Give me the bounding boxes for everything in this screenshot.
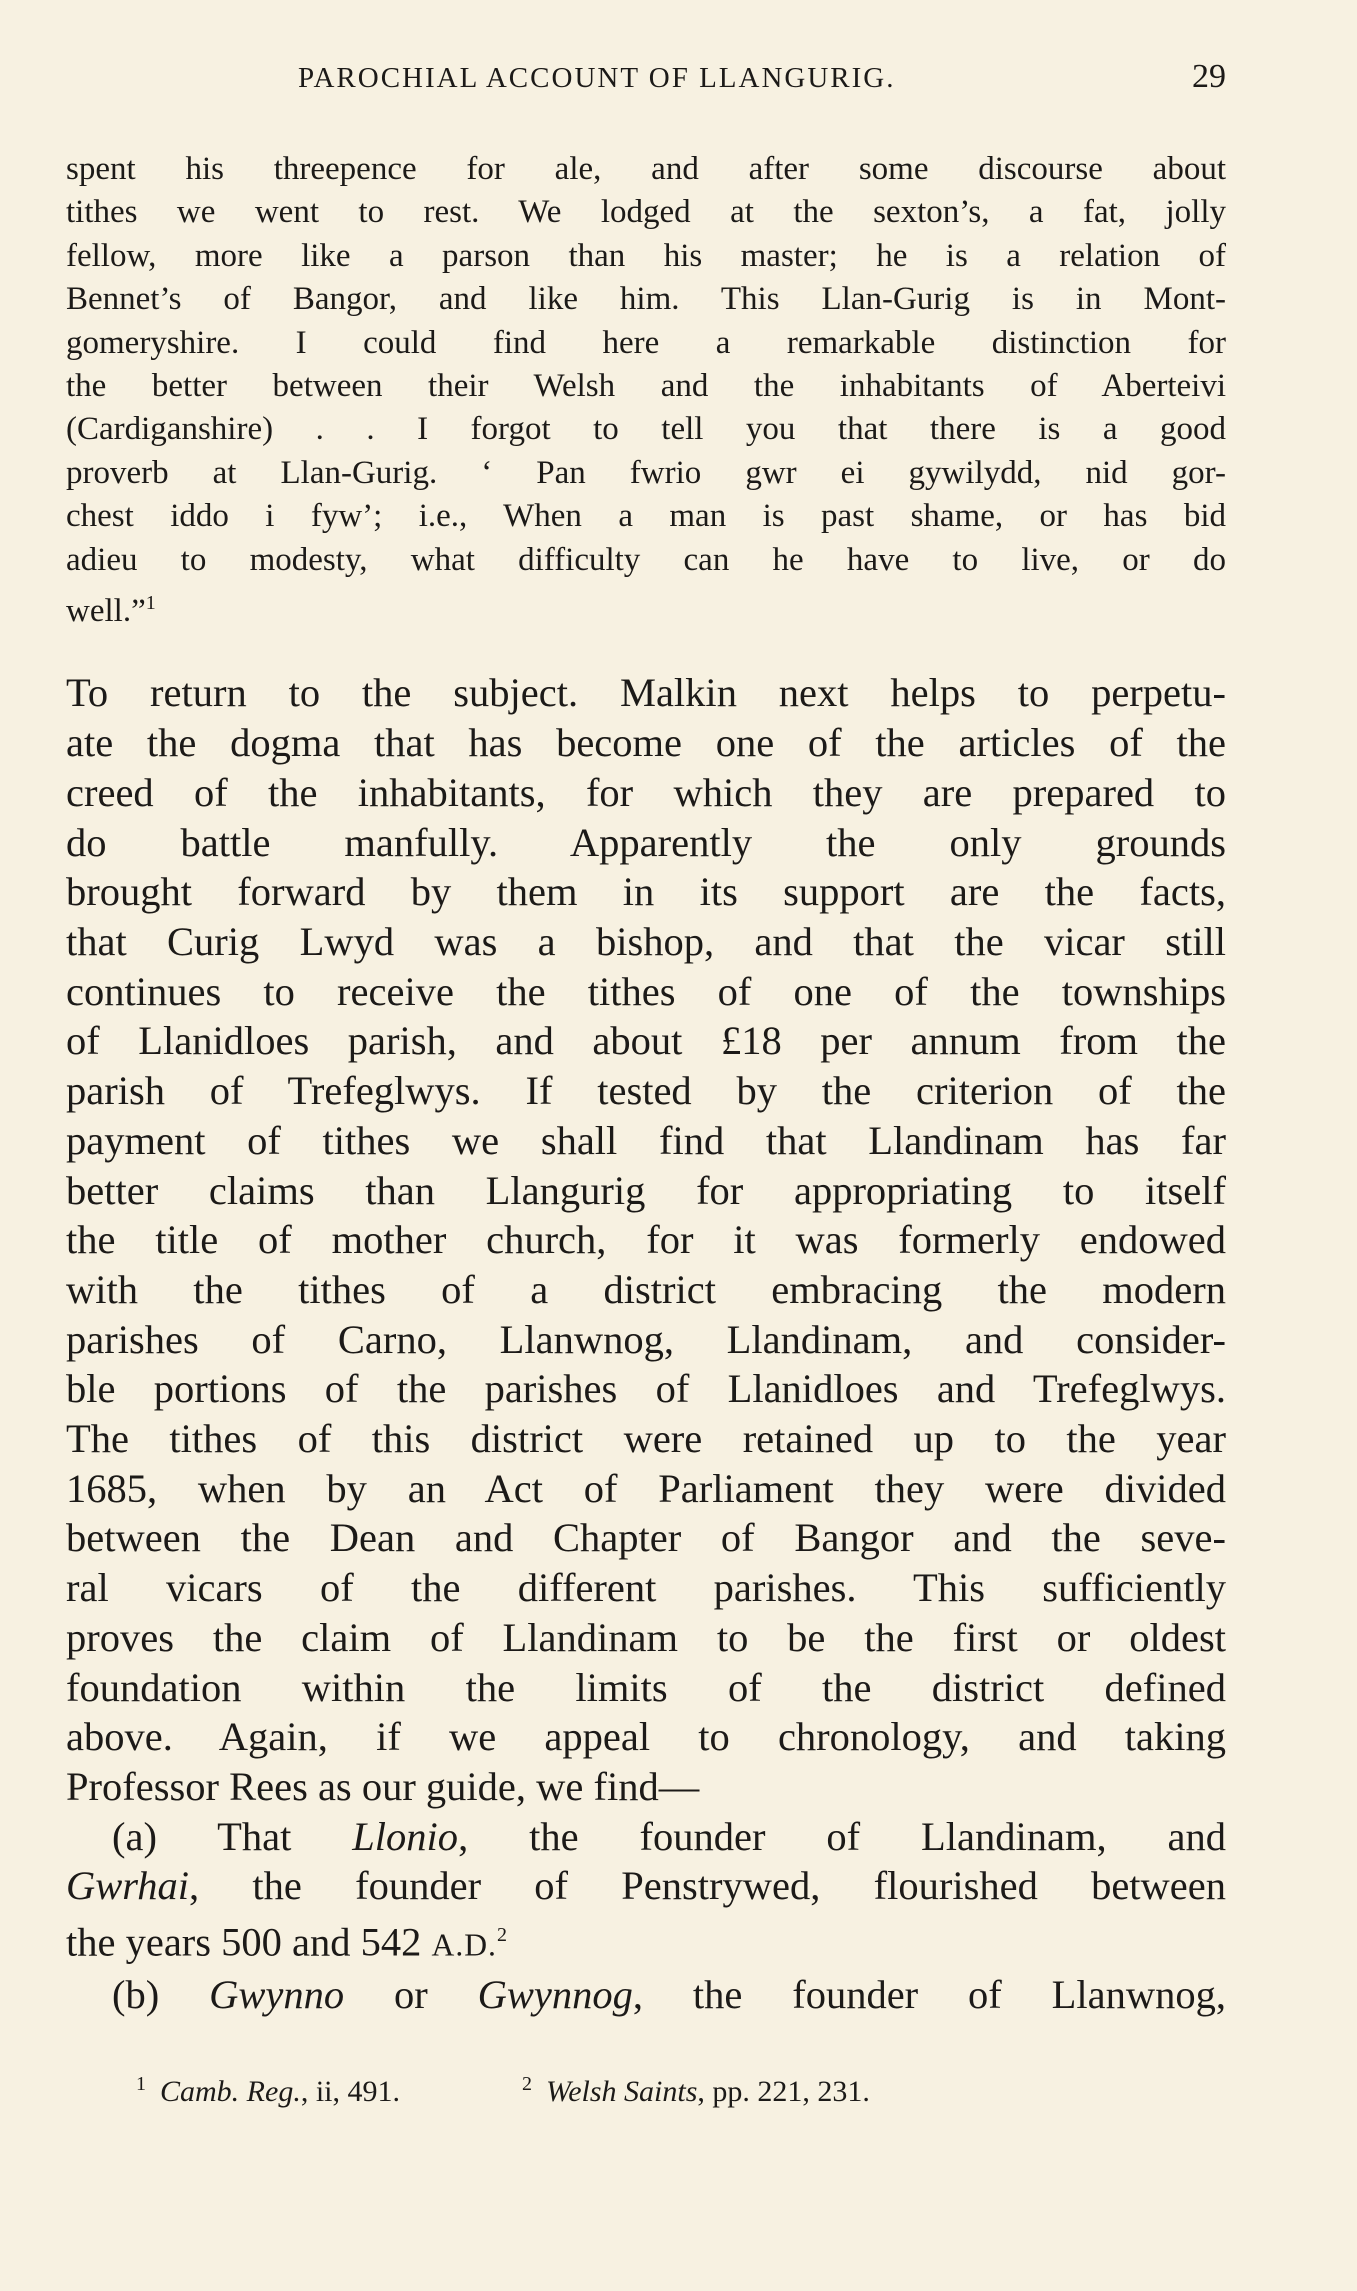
list-label-a: (a) bbox=[112, 1813, 157, 1859]
quote-line: chest iddo i fyw’; i.e., When a man is past shame, or has bid bbox=[66, 498, 1226, 535]
footnote-number: 1 bbox=[136, 2073, 146, 2095]
list-item-b-line bbox=[66, 1970, 1226, 2020]
quote-line-last bbox=[66, 582, 1226, 633]
body-line: between the Dean and Chapter of Bangor and the seve- bbox=[66, 1515, 1226, 1561]
body-line: 1685, when by an Act of Parliament they were divided bbox=[66, 1465, 1226, 1511]
body-line: ral vicars of the different parishes. This sufficiently bbox=[66, 1565, 1226, 1611]
saint-name: Gwynnog bbox=[477, 1972, 633, 2018]
list-label-b: (b) bbox=[112, 1972, 160, 2018]
footnote-mark: 1 bbox=[145, 592, 156, 615]
quote-line: tithes we went to rest. We lodged at the sexton’s, a fat, jolly bbox=[66, 194, 1226, 231]
footnote-ref: , pp. 221, 231. bbox=[697, 2075, 870, 2108]
quote-line: gomeryshire. I could find here a remarkable distinction for bbox=[66, 324, 1226, 361]
list-text: That bbox=[156, 1813, 353, 1859]
body-line: The tithes of this district were retained up to the year bbox=[66, 1416, 1226, 1462]
body-line: of Llanidloes parish, and about £18 per annum from the bbox=[66, 1018, 1226, 1064]
body-line: parish of Trefeglwys. If tested by the criterion of the bbox=[66, 1068, 1226, 1114]
running-title: PAROCHIAL ACCOUNT OF LLANGURIG. bbox=[298, 62, 896, 94]
body-line: parishes of Carno, Llanwnog, Llandinam, and consider- bbox=[66, 1316, 1226, 1362]
footnote-source: Camb. Reg. bbox=[160, 2075, 301, 2108]
list-text: , the founder of Llanwnog, bbox=[632, 1972, 1226, 2018]
list-text: the years 500 and 542 bbox=[66, 1919, 432, 1965]
body-line: continues to receive the tithes of one of the townships bbox=[66, 968, 1226, 1014]
body-line: above. Again, if we appeal to chronology, and taking bbox=[66, 1714, 1226, 1760]
body-line: payment of tithes we shall find that Llandinam has far bbox=[66, 1117, 1226, 1163]
list-text: , the founder of Penstrywed, flourished between bbox=[189, 1863, 1226, 1909]
footnote-ref: , ii, 491. bbox=[300, 2075, 400, 2108]
quoted-passage bbox=[66, 148, 1226, 633]
quote-line: the better between their Welsh and the inhabitants of Aberteivi bbox=[66, 368, 1226, 405]
saint-name: Gwrhai bbox=[66, 1863, 190, 1909]
quote-line: fellow, more like a parson than his master; he is a relation of bbox=[66, 237, 1226, 274]
body-line: ate the dogma that has become one of the articles of the bbox=[66, 720, 1226, 766]
page-number: 29 bbox=[1192, 58, 1226, 95]
body-line: do battle manfully. Apparently the only grounds bbox=[66, 819, 1226, 865]
footnote-number: 2 bbox=[522, 2073, 532, 2095]
body-line: with the tithes of a district embracing the modern bbox=[66, 1266, 1226, 1312]
list-item-a-line bbox=[66, 1812, 1226, 1862]
saint-name: Llonio bbox=[352, 1813, 459, 1859]
body-line: the title of mother church, for it was formerly endowed bbox=[66, 1217, 1226, 1263]
body-line: ble portions of the parishes of Llanidloes and Trefeglwys. bbox=[66, 1366, 1226, 1412]
body-line: brought forward by them in its support are the facts, bbox=[66, 869, 1226, 915]
body-line: that Curig Lwyd was a bishop, and that the vicar still bbox=[66, 918, 1226, 964]
list-text: or bbox=[344, 1972, 478, 2018]
body-line: To return to the subject. Malkin next helps to perpetu- bbox=[66, 670, 1226, 716]
quote-line: proverb at Llan-Gurig. ‘ Pan fwrio gwr ei gywilydd, nid gor- bbox=[66, 454, 1226, 491]
quote-line: spent his threepence for ale, and after some discourse about bbox=[66, 151, 1226, 187]
quote-line: Bennet’s of Bangor, and like him. This Llan-Gurig is in Mont- bbox=[66, 281, 1226, 318]
page-header bbox=[66, 58, 1226, 120]
book-page bbox=[66, 58, 1226, 2020]
body-line: better claims than Llangurig for appropriating to itself bbox=[66, 1167, 1226, 1213]
body-line: Professor Rees as our guide, we find— bbox=[66, 1763, 700, 1809]
list-item-a-line bbox=[66, 1911, 1226, 1970]
quote-line: adieu to modesty, what difficulty can he have to live, or do bbox=[66, 541, 1226, 578]
list-text: , the founder of Llandinam, and bbox=[458, 1813, 1226, 1859]
body-line: creed of the inhabitants, for which they are prepared to bbox=[66, 769, 1226, 815]
footnotes bbox=[136, 2073, 870, 2109]
era-abbrev: A.D. bbox=[431, 1927, 497, 1963]
quote-line-text: well.” bbox=[66, 593, 146, 630]
body-line: proves the claim of Llandinam to be the first or oldest bbox=[66, 1614, 1226, 1660]
list-item-a-line bbox=[66, 1861, 1226, 1911]
footnote-1 bbox=[136, 2073, 400, 2109]
body-line: foundation within the limits of the district defined bbox=[66, 1664, 1226, 1710]
saint-name: Gwynno bbox=[209, 1972, 345, 2018]
footnote-source: Welsh Saints bbox=[546, 2075, 698, 2108]
footnote-mark: 2 bbox=[496, 1924, 507, 1947]
main-paragraph bbox=[66, 668, 1226, 2019]
quote-line: (Cardiganshire) . . I forgot to tell you that there is a good bbox=[66, 411, 1226, 448]
footnote-2 bbox=[522, 2073, 870, 2109]
